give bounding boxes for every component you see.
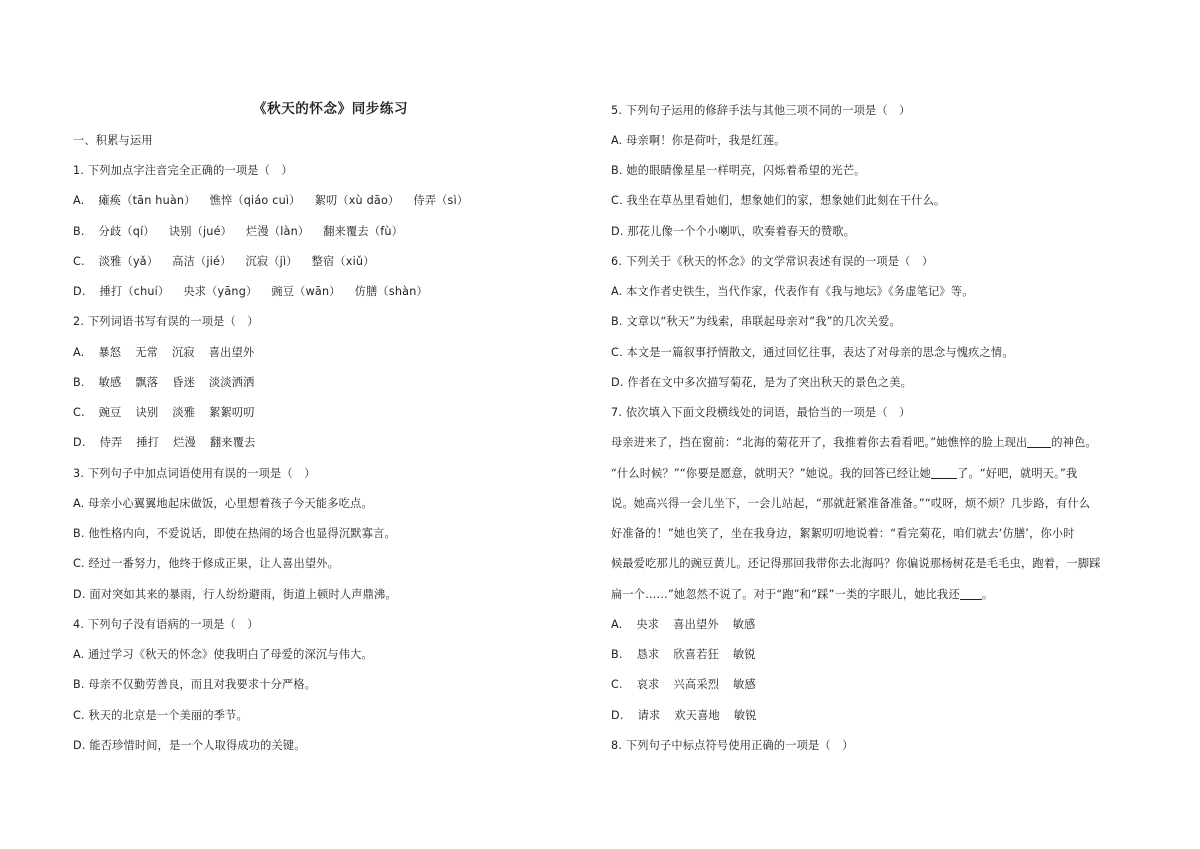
question-5-stem: 5. 下列句子运用的修辞手法与其他三项不同的一项是（ ） (611, 104, 911, 117)
q3-option-b: B. 他性格内向，不爱说话，即使在热闹的场合也显得沉默寡言。 (73, 527, 396, 540)
q3-option-d: D. 面对突如其来的暴雨，行人纷纷避雨，街道上顿时人声鼎沸。 (73, 588, 397, 601)
question-3-stem: 3. 下列句子中加点词语使用有误的一项是（ ） (73, 467, 316, 480)
q4-option-a: A. 通过学习《秋天的怀念》使我明白了母爱的深沉与伟大。 (73, 648, 373, 661)
q6-option-b: B. 文章以“秋天”为线索，串联起母亲对“我”的几次关爱。 (611, 315, 901, 328)
q3-option-a: A. 母亲小心翼翼地起床做饭，心里想着孩子今天能多吃点。 (73, 497, 373, 510)
question-8-stem: 8. 下列句子中标点符号使用正确的一项是（ ） (611, 739, 854, 752)
q6-option-d: D. 作者在文中多次描写菊花，是为了突出秋天的景色之美。 (611, 376, 913, 389)
question-7-stem: 7. 依次填入下面文段横线处的词语，最恰当的一项是（ ） (611, 406, 911, 419)
q7-passage-line-1: 母亲进来了，挡在窗前：“北海的菊花开了，我推着你去看看吧。”她憔悴的脸上现出 的神色。 (611, 436, 1097, 449)
page-title: 《秋天的怀念》同步练习 (253, 101, 409, 117)
section-heading: 一、积累与运用 (73, 134, 153, 147)
q4-option-d: D. 能否珍惜时间，是一个人取得成功的关键。 (73, 739, 306, 752)
q6-option-a: A. 本文作者史铁生，当代作家，代表作有《我与地坛》《务虚笔记》等。 (611, 285, 974, 298)
q7-passage-line-5: 候最爱吃那儿的豌豆黄儿。还记得那回我带你去北海吗？你偏说那杨树花是毛毛虫，跑着，一脚踩 (611, 557, 1101, 570)
q7-passage-line-3: 说。她高兴得一会儿坐下，一会儿站起，“那就赶紧准备准备。”“哎呀，烦不烦？几步路，有什么 (611, 497, 1091, 510)
q7-option-c: C. 哀求 兴高采烈 敏感 (611, 678, 756, 691)
q1-option-a: A. 瘫痪（tān huàn） 憔悴（qiáo cuì） 絮叨（xù dāo） 侍弄（sì） (73, 194, 469, 207)
question-4-stem: 4. 下列句子没有语病的一项是（ ） (73, 618, 259, 631)
q2-option-c: C. 豌豆 诀别 淡雅 絮絮叨叨 (73, 406, 255, 419)
q7-passage-line-2: “什么时候？”“你要是愿意，就明天？”她说。我的回答已经让她 了。“好吧，就明天。”我 (611, 467, 1078, 480)
fill-blank (1027, 435, 1051, 448)
question-2-stem: 2. 下列词语书写有误的一项是（ ） (73, 315, 259, 328)
fill-blank (931, 466, 957, 479)
q5-option-d: D. 那花儿像一个个小喇叭，吹奏着春天的赞歌。 (611, 225, 856, 238)
question-6-stem: 6. 下列关于《秋天的怀念》的文学常识表述有误的一项是（ ） (611, 255, 934, 268)
q6-option-c: C. 本文是一篇叙事抒情散文，通过回忆往事，表达了对母亲的思念与愧疚之情。 (611, 346, 1014, 359)
q2-option-d: D. 侍弄 捶打 烂漫 翻来覆去 (73, 436, 256, 449)
q2-option-b: B. 敏感 飘落 昏迷 淡淡洒洒 (73, 376, 255, 389)
q7-option-a: A. 央求 喜出望外 敏感 (611, 618, 756, 631)
q3-option-c: C. 经过一番努力，他终于修成正果，让人喜出望外。 (73, 557, 340, 570)
q1-option-b: B. 分歧（qí） 诀别（jué） 烂漫（làn） 翻来覆去（fù） (73, 225, 404, 238)
q2-option-a: A. 暴怒 无常 沉寂 喜出望外 (73, 346, 255, 359)
fill-blank (960, 587, 982, 600)
q4-option-c: C. 秋天的北京是一个美丽的季节。 (73, 709, 248, 722)
q7-passage-line-6: 扁一个……”她忽然不说了。对于“跑”和“踩”一类的字眼儿，她比我还 。 (611, 588, 994, 601)
q5-option-b: B. 她的眼睛像星星一样明亮，闪烁着希望的光芒。 (611, 164, 866, 177)
q1-option-d: D. 捶打（chuí） 央求（yāng） 豌豆（wān） 仿膳（shàn） (73, 285, 428, 298)
q5-option-a: A. 母亲啊！你是荷叶，我是红莲。 (611, 134, 786, 147)
q5-option-c: C. 我坐在草丛里看她们，想象她们的家，想象她们此刻在干什么。 (611, 194, 946, 207)
q7-option-b: B. 恳求 欣喜若狂 敏锐 (611, 648, 756, 661)
q1-option-c: C. 淡雅（yǎ） 高洁（jié） 沉寂（jì） 整宿（xiǔ） (73, 255, 375, 268)
q7-option-d: D. 请求 欢天喜地 敏锐 (611, 709, 757, 722)
q4-option-b: B. 母亲不仅勤劳善良，而且对我要求十分严格。 (73, 678, 317, 691)
q7-passage-line-4: 好准备的！”她也笑了，坐在我身边，絮絮叨叨地说着：“看完菊花，咱们就去‘仿膳’，你小时 (611, 527, 1075, 540)
question-1-stem: 1. 下列加点字注音完全正确的一项是（ ） (73, 164, 293, 177)
